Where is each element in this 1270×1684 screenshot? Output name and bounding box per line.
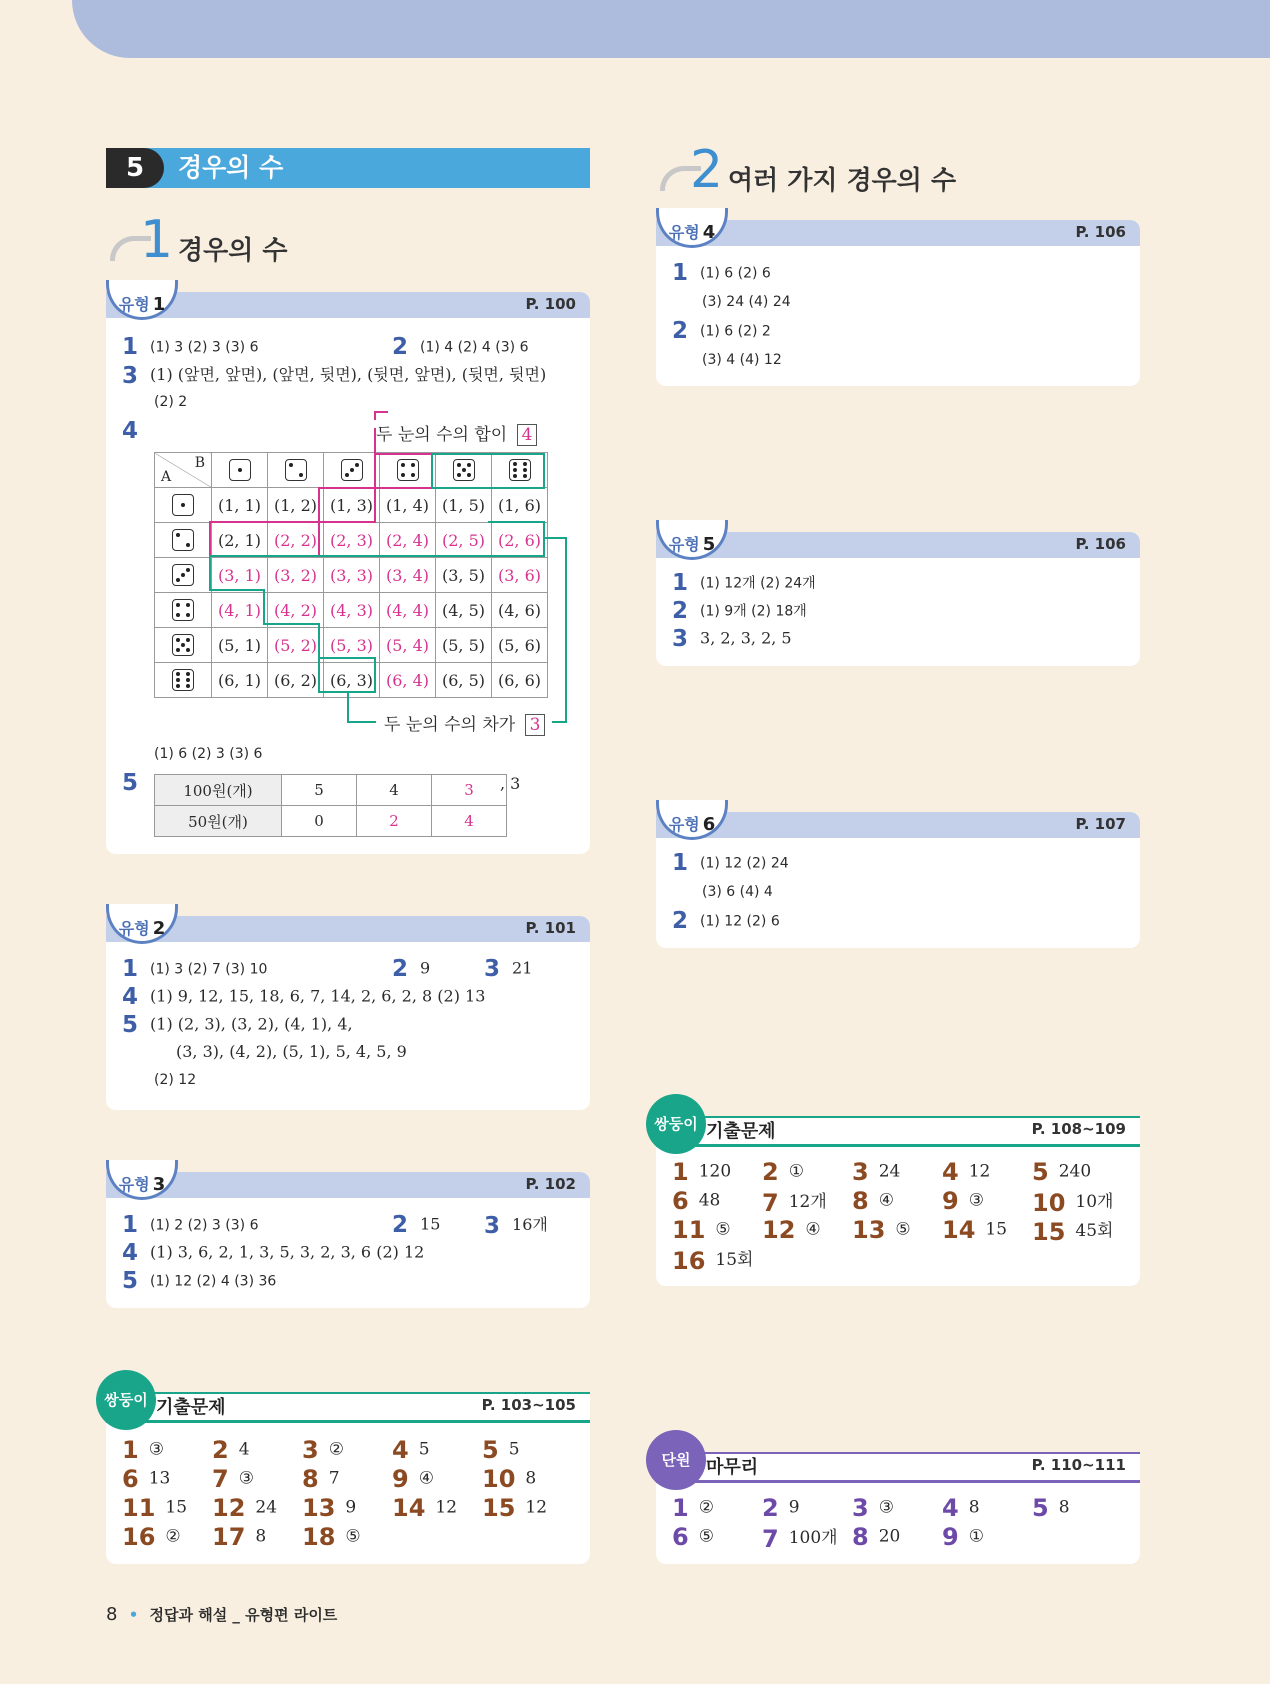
answer-item xyxy=(762,1216,821,1244)
answer-value: 15 xyxy=(985,1219,1008,1240)
pair-cell: (3, 3) xyxy=(324,558,380,593)
answer-item xyxy=(302,1436,344,1464)
answer-item xyxy=(1032,1494,1070,1522)
pair-cell: (6, 4) xyxy=(380,663,436,698)
answer-item xyxy=(302,1494,356,1522)
answer-item xyxy=(672,1245,753,1275)
question-number: 3 xyxy=(302,1436,319,1464)
question-number: 10 xyxy=(482,1465,516,1493)
answer-value: 24 xyxy=(255,1497,278,1518)
corner-cell: A B xyxy=(155,453,212,488)
answer-item xyxy=(672,1216,731,1244)
page-ref: P. 107 xyxy=(1075,815,1126,833)
coin-value: 3 xyxy=(432,775,507,806)
coin-table xyxy=(154,774,507,837)
question-number: 15 xyxy=(482,1494,516,1522)
answer-value: 12개 xyxy=(788,1192,827,1212)
answer-value: ② xyxy=(328,1439,344,1460)
pair-cell: (6, 1) xyxy=(212,663,268,698)
question-number: 9 xyxy=(942,1523,959,1551)
page-ref: P. 110~111 xyxy=(1031,1456,1126,1474)
question-number: 4 xyxy=(942,1494,959,1522)
question-number: 12 xyxy=(212,1494,246,1522)
answer-item xyxy=(392,1465,434,1493)
pair-cell: (6, 3) xyxy=(324,663,380,698)
answer-line: 2 15 xyxy=(392,1212,441,1238)
answer-line: 3 3, 2, 3, 2, 5 xyxy=(672,626,792,652)
question-number: 8 xyxy=(302,1465,319,1493)
section-title: 여러 가지 경우의 수 xyxy=(728,166,957,196)
question-number: 3 xyxy=(852,1158,869,1186)
answer-item xyxy=(942,1216,1007,1244)
question-number: 6 xyxy=(672,1187,689,1215)
answer-item xyxy=(1032,1158,1091,1186)
page-number: 8 xyxy=(106,1604,118,1625)
answer-item xyxy=(122,1494,187,1522)
answer-value: ③ xyxy=(968,1190,984,1211)
answer-line: 1 (1) 3 (2) 7 (3) 10 xyxy=(122,956,268,982)
question-number: 11 xyxy=(122,1494,156,1522)
box-header xyxy=(106,916,590,942)
page-ref: P. 102 xyxy=(525,1175,576,1193)
answer-item xyxy=(392,1436,430,1464)
page-ref: P. 106 xyxy=(1075,223,1126,241)
answer-value: 10개 xyxy=(1075,1192,1114,1212)
pair-cell: (1, 5) xyxy=(436,488,492,523)
answer-value: ⑤ xyxy=(698,1526,714,1547)
answer-item xyxy=(942,1187,984,1215)
answer-value: ④ xyxy=(418,1468,434,1489)
question-number: 11 xyxy=(672,1216,706,1244)
answer-item xyxy=(1032,1187,1113,1217)
answer-line: (2) 2 xyxy=(154,394,188,410)
answer-line: 1 (1) 2 (2) 3 (3) 6 xyxy=(122,1212,259,1238)
answer-item xyxy=(762,1494,800,1522)
pair-cell: (5, 3) xyxy=(324,628,380,663)
pair-cell: (2, 1) xyxy=(212,523,268,558)
answer-value: ④ xyxy=(878,1190,894,1211)
pair-cell: (1, 1) xyxy=(212,488,268,523)
question-number: 7 xyxy=(212,1465,229,1493)
answer-value: ① xyxy=(968,1526,984,1547)
type-tag: 유형 2 xyxy=(106,904,178,944)
answer-item xyxy=(762,1523,838,1553)
pair-cell: (4, 1) xyxy=(212,593,268,628)
answer-line: 2 (1) 9개 (2) 18개 xyxy=(672,598,807,624)
answer-line: 1 (1) 6 (2) 6 xyxy=(672,260,771,286)
answer-value: 45회 xyxy=(1075,1221,1114,1241)
question-number: 2 xyxy=(762,1494,779,1522)
section-number: 1 xyxy=(140,210,174,270)
footer-text: 정답과 해설 _ 유형편 라이트 xyxy=(149,1606,338,1624)
answer-value: ① xyxy=(788,1161,804,1182)
answer-value: ④ xyxy=(805,1219,821,1240)
answer-value: ③ xyxy=(878,1497,894,1518)
answer-item xyxy=(212,1465,254,1493)
pair-cell: (4, 4) xyxy=(380,593,436,628)
answer-line: 2 (1) 6 (2) 2 xyxy=(672,318,771,344)
answer-item xyxy=(852,1494,894,1522)
highlight-overlay xyxy=(106,292,590,854)
question-number: 7 xyxy=(762,1188,779,1217)
pair-cell: (3, 5) xyxy=(436,558,492,593)
answer-item xyxy=(122,1465,170,1493)
answer-item xyxy=(762,1187,827,1217)
type-4-box xyxy=(656,220,1140,386)
question-number: 13 xyxy=(852,1216,886,1244)
diff-label: 두 눈의 수의 차가 3 xyxy=(384,710,545,736)
answer-item xyxy=(852,1158,900,1186)
question-number: 16 xyxy=(122,1523,156,1551)
answer-value: 4 xyxy=(238,1439,250,1460)
pair-cell: (2, 4) xyxy=(380,523,436,558)
page-ref: P. 100 xyxy=(525,295,576,313)
chapter-title: 경우의 수 xyxy=(178,153,284,182)
pair-cell: (6, 5) xyxy=(436,663,492,698)
question-number: 17 xyxy=(212,1523,246,1551)
answer-value: ③ xyxy=(148,1439,164,1460)
question-number: 5 xyxy=(1032,1494,1049,1522)
pair-cell: (4, 5) xyxy=(436,593,492,628)
coin-value: 4 xyxy=(357,775,432,806)
pair-cell: (2, 5) xyxy=(436,523,492,558)
answer-value: 9 xyxy=(345,1497,357,1518)
unit-review-box xyxy=(656,1452,1140,1564)
answer-item xyxy=(212,1523,266,1551)
answer-item xyxy=(942,1494,980,1522)
question-number: 15 xyxy=(1032,1217,1066,1246)
pair-cell: (4, 2) xyxy=(268,593,324,628)
answer-value: 8 xyxy=(255,1526,267,1547)
question-number: 10 xyxy=(1032,1188,1066,1217)
answer-line: 5 (1) 12 (2) 4 (3) 36 xyxy=(122,1268,277,1294)
answer-item xyxy=(672,1523,714,1551)
pair-cell: (5, 5) xyxy=(436,628,492,663)
pair-cell: (3, 2) xyxy=(268,558,324,593)
question-number: 1 xyxy=(122,1436,139,1464)
question-number: 9 xyxy=(942,1187,959,1215)
pair-cell: (2, 6) xyxy=(492,523,548,558)
question-number: 6 xyxy=(672,1523,689,1551)
question-number: 3 xyxy=(852,1494,869,1522)
question-number: 13 xyxy=(302,1494,336,1522)
answer-value: 15 xyxy=(165,1497,188,1518)
question-number: 6 xyxy=(122,1465,139,1493)
answer-value: 7 xyxy=(328,1468,340,1489)
type-tag: 유형 5 xyxy=(656,520,728,560)
type-tag: 유형 6 xyxy=(656,800,728,840)
coin-value: 4 xyxy=(432,806,507,837)
pair-cell: (4, 6) xyxy=(492,593,548,628)
pair-cell: (1, 3) xyxy=(324,488,380,523)
answer-tail: , 3 xyxy=(500,774,521,793)
answer-item xyxy=(482,1465,536,1493)
answer-line: (3) 6 (4) 4 xyxy=(702,884,773,900)
answer-line: 5 (1) (2, 3), (3, 2), (4, 1), 4, xyxy=(122,1012,353,1038)
question-number: 7 xyxy=(762,1524,779,1553)
answer-item xyxy=(672,1158,731,1186)
answer-value: 5 xyxy=(508,1439,520,1460)
pair-cell: (3, 4) xyxy=(380,558,436,593)
question-number: 14 xyxy=(392,1494,426,1522)
pair-cell: (5, 4) xyxy=(380,628,436,663)
answer-value: ⑤ xyxy=(715,1219,731,1240)
answer-line: 5 xyxy=(122,770,139,796)
pair-cell: (1, 2) xyxy=(268,488,324,523)
type-3-box xyxy=(106,1172,590,1308)
question-number: 4 xyxy=(392,1436,409,1464)
answer-line: (1) 6 (2) 3 (3) 6 xyxy=(154,746,263,762)
answer-item xyxy=(1032,1216,1113,1246)
box-header xyxy=(656,532,1140,558)
pair-cell: (6, 6) xyxy=(492,663,548,698)
page-ref: P. 103~105 xyxy=(481,1396,576,1414)
answer-value: 120 xyxy=(698,1161,732,1182)
pair-cell: (5, 2) xyxy=(268,628,324,663)
page-ref: P. 101 xyxy=(525,919,576,937)
answer-value: 48 xyxy=(698,1190,721,1211)
type-tag: 유형 3 xyxy=(106,1160,178,1200)
answer-line: 3 (1) (앞면, 앞면), (앞면, 뒷면), (뒷면, 앞면), (뒷면, 뒷면) xyxy=(122,362,547,389)
box-title: 기출문제 xyxy=(156,1397,226,1418)
twin-exam-box-2 xyxy=(656,1116,1140,1286)
answer-value: 12 xyxy=(968,1161,991,1182)
answer-line: 4 (1) 3, 6, 2, 1, 3, 5, 3, 2, 3, 6 (2) 12 xyxy=(122,1240,425,1266)
answer-value: ② xyxy=(698,1497,714,1518)
pair-cell: (4, 3) xyxy=(324,593,380,628)
answer-value: ③ xyxy=(238,1468,254,1489)
answer-value: 100개 xyxy=(788,1528,838,1548)
answer-item xyxy=(852,1523,900,1551)
answer-value: 8 xyxy=(968,1497,980,1518)
box-title: 기출문제 xyxy=(706,1121,776,1142)
footer xyxy=(106,1604,337,1625)
answer-item xyxy=(392,1494,457,1522)
answer-item xyxy=(212,1436,250,1464)
answer-item xyxy=(672,1187,720,1215)
answer-line: 4 xyxy=(122,418,139,444)
section-title: 경우의 수 xyxy=(178,236,288,266)
box-header xyxy=(656,812,1140,838)
section-2-heading xyxy=(660,140,1060,200)
answer-item xyxy=(942,1523,984,1551)
answer-value: ⑤ xyxy=(895,1219,911,1240)
answer-item xyxy=(482,1436,520,1464)
answer-value: 12 xyxy=(525,1497,548,1518)
question-number: 4 xyxy=(942,1158,959,1186)
page-ref: P. 108~109 xyxy=(1031,1120,1126,1138)
answer-value: ⑤ xyxy=(345,1526,361,1547)
pair-cell: (2, 3) xyxy=(324,523,380,558)
type-1-box xyxy=(106,292,590,854)
twin-badge: 쌍둥이 xyxy=(96,1370,156,1430)
answer-value: 8 xyxy=(525,1468,537,1489)
question-number: 14 xyxy=(942,1216,976,1244)
section-number: 2 xyxy=(690,140,724,200)
answer-item xyxy=(212,1494,277,1522)
box-title: 마무리 xyxy=(706,1457,759,1478)
answer-value: 15회 xyxy=(715,1250,754,1270)
sum-label: 두 눈의 수의 합이 4 xyxy=(376,420,537,446)
top-banner xyxy=(72,0,1270,58)
twin-exam-box-1 xyxy=(106,1392,590,1564)
answer-value: 5 xyxy=(418,1439,430,1460)
question-number: 5 xyxy=(1032,1158,1049,1186)
pair-cell: (1, 4) xyxy=(380,488,436,523)
box-header xyxy=(106,1172,590,1198)
pair-cell: (5, 1) xyxy=(212,628,268,663)
chapter-number: 5 xyxy=(106,148,164,188)
answer-line: 3 16개 xyxy=(484,1212,548,1239)
type-5-box xyxy=(656,532,1140,666)
unit-badge: 단원 xyxy=(646,1430,706,1490)
answer-value: ② xyxy=(165,1526,181,1547)
pair-cell: (2, 2) xyxy=(268,523,324,558)
answer-item xyxy=(852,1187,894,1215)
type-tag: 유형 4 xyxy=(656,208,728,248)
answer-value: 9 xyxy=(788,1497,800,1518)
question-number: 9 xyxy=(392,1465,409,1493)
answer-line: 2 (1) 4 (2) 4 (3) 6 xyxy=(392,334,529,360)
type-tag: 유형 1 xyxy=(106,280,178,320)
question-number: 18 xyxy=(302,1523,336,1551)
answer-item xyxy=(762,1158,804,1186)
question-number: 8 xyxy=(852,1523,869,1551)
answer-item xyxy=(122,1523,181,1551)
pair-cell: (3, 6) xyxy=(492,558,548,593)
type-2-box xyxy=(106,916,590,1110)
coin-label: 50원(개) xyxy=(155,806,282,837)
pair-cell: (1, 6) xyxy=(492,488,548,523)
coin-value: 5 xyxy=(282,775,357,806)
twin-badge: 쌍둥이 xyxy=(646,1094,706,1154)
question-number: 2 xyxy=(762,1158,779,1186)
answer-line: 2 (1) 12 (2) 6 xyxy=(672,908,780,934)
answer-item xyxy=(302,1465,340,1493)
question-number: 16 xyxy=(672,1246,706,1275)
answer-value: 13 xyxy=(148,1468,171,1489)
answer-item xyxy=(482,1494,547,1522)
answer-line: 3 21 xyxy=(484,956,533,982)
box-header xyxy=(656,220,1140,246)
question-number: 8 xyxy=(852,1187,869,1215)
coin-label: 100원(개) xyxy=(155,775,282,806)
answer-line: 1 (1) 12 (2) 24 xyxy=(672,850,789,876)
answer-item xyxy=(672,1494,714,1522)
answer-item xyxy=(942,1158,990,1186)
answer-value: 240 xyxy=(1058,1161,1092,1182)
answer-line: (3, 3), (4, 2), (5, 1), 5, 4, 5, 9 xyxy=(176,1042,407,1061)
chapter-header xyxy=(106,148,590,188)
answer-line: (3) 24 (4) 24 xyxy=(702,294,791,310)
coin-value: 0 xyxy=(282,806,357,837)
question-number: 12 xyxy=(762,1216,796,1244)
answer-line: 4 (1) 9, 12, 15, 18, 6, 7, 14, 2, 6, 2, 8 (2) 13 xyxy=(122,984,486,1010)
coin-value: 2 xyxy=(357,806,432,837)
answer-value: 20 xyxy=(878,1526,901,1547)
section-1-heading xyxy=(110,210,410,270)
question-number: 5 xyxy=(482,1436,499,1464)
question-number: 1 xyxy=(672,1494,689,1522)
answer-item xyxy=(852,1216,911,1244)
pair-cell: (3, 1) xyxy=(212,558,268,593)
answer-line: 1 (1) 3 (2) 3 (3) 6 xyxy=(122,334,259,360)
answer-value: 24 xyxy=(878,1161,901,1182)
bullet-icon: • xyxy=(128,1606,139,1624)
pair-cell: (5, 6) xyxy=(492,628,548,663)
answer-line: 1 (1) 12개 (2) 24개 xyxy=(672,570,816,596)
answer-item xyxy=(302,1523,361,1551)
question-number: 1 xyxy=(672,1158,689,1186)
answer-value: 8 xyxy=(1058,1497,1070,1518)
answer-value: 12 xyxy=(435,1497,458,1518)
answer-line: (2) 12 xyxy=(154,1072,197,1088)
answer-line: (3) 4 (4) 12 xyxy=(702,352,782,368)
page-ref: P. 106 xyxy=(1075,535,1126,553)
question-number: 2 xyxy=(212,1436,229,1464)
answer-item xyxy=(122,1436,164,1464)
type-6-box xyxy=(656,812,1140,948)
pair-cell: (6, 2) xyxy=(268,663,324,698)
answer-line: 2 9 xyxy=(392,956,431,982)
